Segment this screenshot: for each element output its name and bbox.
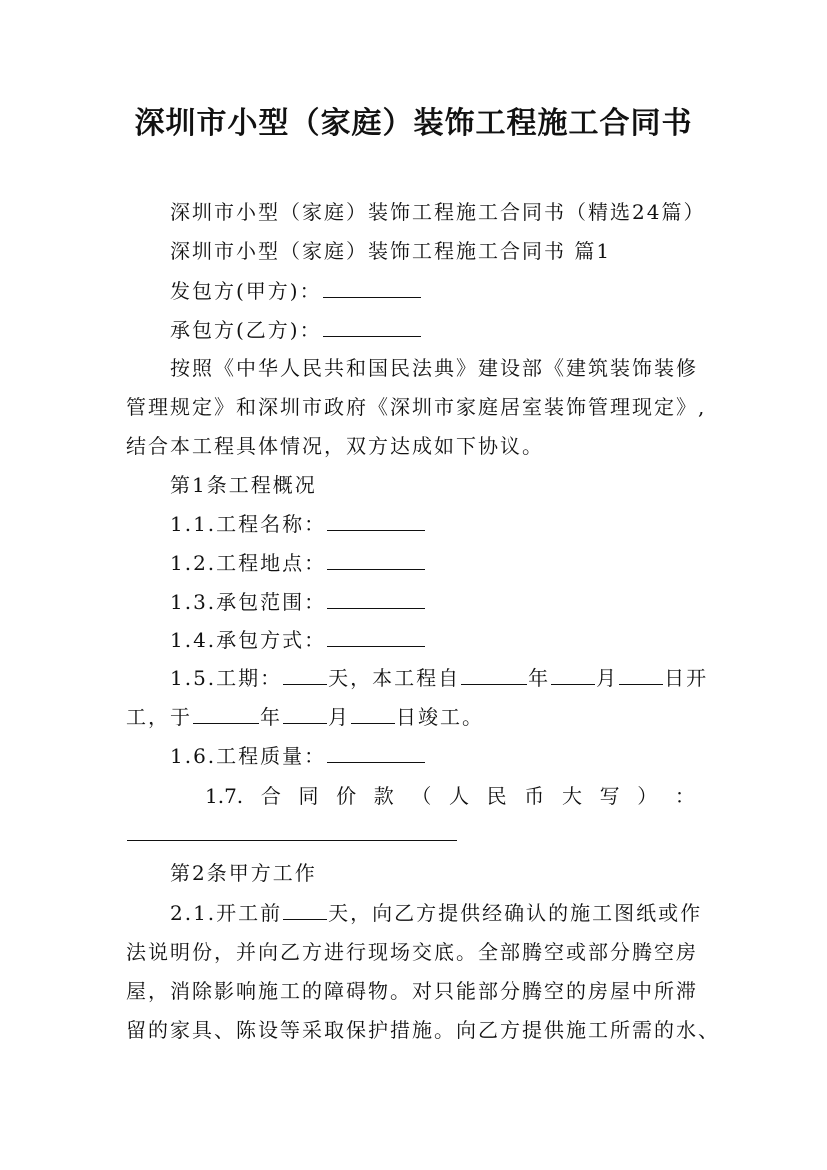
- item-1-7-char: 价: [336, 784, 357, 808]
- item-1-7-char: ）: [637, 784, 658, 808]
- item-1-3-blank: [327, 588, 425, 609]
- item-2-1-text: 天，向乙方提供经确认的施工图纸或作: [328, 901, 703, 925]
- item-2-1-line-1: [170, 899, 702, 927]
- item-1-7: [205, 782, 695, 810]
- month-label: 月: [596, 666, 619, 690]
- item-1-6-label: 1.6.工程质量：: [170, 744, 327, 768]
- end-day-blank: [351, 703, 395, 724]
- item-1-1: [170, 510, 426, 538]
- item-1-7-char: 1.7.: [205, 784, 244, 808]
- intro-line-3: 结合本工程具体情况，双方达成如下协议。: [126, 434, 544, 458]
- item-1-7-char: 写: [599, 784, 620, 808]
- party-a-line: [170, 277, 422, 305]
- item-1-7-char: 币: [524, 784, 545, 808]
- party-a-blank: [323, 277, 421, 298]
- year-label: 年: [528, 666, 551, 690]
- party-a-label: 发包方(甲方)：: [170, 279, 322, 303]
- item-1-5-text: 天，本工程自: [328, 666, 461, 690]
- item-1-7-char: 同: [298, 784, 319, 808]
- item-1-7-char: 民: [486, 784, 507, 808]
- item-2-1-line-4: 留的家具、陈设等采取保护措施。向乙方提供施工所需的水、: [126, 1018, 720, 1042]
- party-b-label: 承包方(乙方)：: [170, 318, 322, 342]
- item-1-5-line-1: [170, 664, 708, 692]
- part-heading: 深圳市小型（家庭）装饰工程施工合同书 篇1: [170, 239, 612, 263]
- contract-price-blank: [127, 820, 457, 841]
- item-1-7-char: （: [411, 784, 432, 808]
- party-b-blank: [323, 316, 421, 337]
- item-2-1-line-3: 屋，消除影响施工的障碍物。对只能部分腾空的房屋中所滞: [126, 979, 698, 1003]
- item-1-2: [170, 549, 426, 577]
- party-b-line: [170, 316, 422, 344]
- intro-line-1: 按照《中华人民共和国民法典》建设部《建筑装饰装修: [170, 356, 698, 380]
- item-1-3: [170, 588, 426, 616]
- end-month-blank: [283, 703, 327, 724]
- item-2-1-days-blank: [283, 899, 327, 920]
- item-1-7-char: ：: [674, 784, 695, 808]
- item-1-4-label: 1.4.承包方式：: [170, 628, 327, 652]
- item-2-1-line-2: 法说明份，并向乙方进行现场交底。全部腾空或部分腾空房: [126, 940, 698, 964]
- document-subtitle: 深圳市小型（家庭）装饰工程施工合同书（精选24篇）: [170, 200, 706, 224]
- item-1-2-blank: [327, 549, 425, 570]
- item-1-7-blank-line: [126, 820, 458, 848]
- end-day-label: 日竣工。: [396, 705, 484, 729]
- item-1-7-char: 大: [561, 784, 582, 808]
- item-1-7-char: 款: [373, 784, 394, 808]
- item-1-4-blank: [327, 626, 425, 647]
- item-1-1-label: 1.1.工程名称：: [170, 512, 327, 536]
- item-1-7-char: 合: [260, 784, 281, 808]
- item-1-6: [170, 742, 426, 770]
- start-year-blank: [461, 664, 527, 685]
- item-1-2-label: 1.2.工程地点：: [170, 551, 327, 575]
- item-1-5-line-2: [126, 703, 484, 731]
- day-label: 日开: [664, 666, 709, 690]
- start-day-blank: [619, 664, 663, 685]
- item-1-4: [170, 626, 426, 654]
- item-2-1-label: 2.1.开工前: [170, 901, 283, 925]
- article-1-heading: 第1条工程概况: [170, 473, 317, 497]
- item-1-6-blank: [327, 742, 425, 763]
- end-month-label: 月: [328, 705, 350, 729]
- item-1-5-cont: 工，于: [126, 705, 192, 729]
- article-2-heading: 第2条甲方工作: [170, 861, 317, 885]
- intro-line-2: 管理规定》和深圳市政府《深圳市家庭居室装饰管理现定》,: [126, 395, 707, 419]
- days-blank: [283, 664, 327, 685]
- item-1-3-label: 1.3.承包范围：: [170, 590, 327, 614]
- item-1-7-char: 人: [449, 784, 470, 808]
- start-month-blank: [551, 664, 595, 685]
- item-1-1-blank: [327, 510, 425, 531]
- end-year-label: 年: [260, 705, 282, 729]
- item-1-5-label: 1.5.工期：: [170, 666, 283, 690]
- end-year-blank: [193, 703, 259, 724]
- page-title: 深圳市小型（家庭）装饰工程施工合同书: [134, 106, 693, 141]
